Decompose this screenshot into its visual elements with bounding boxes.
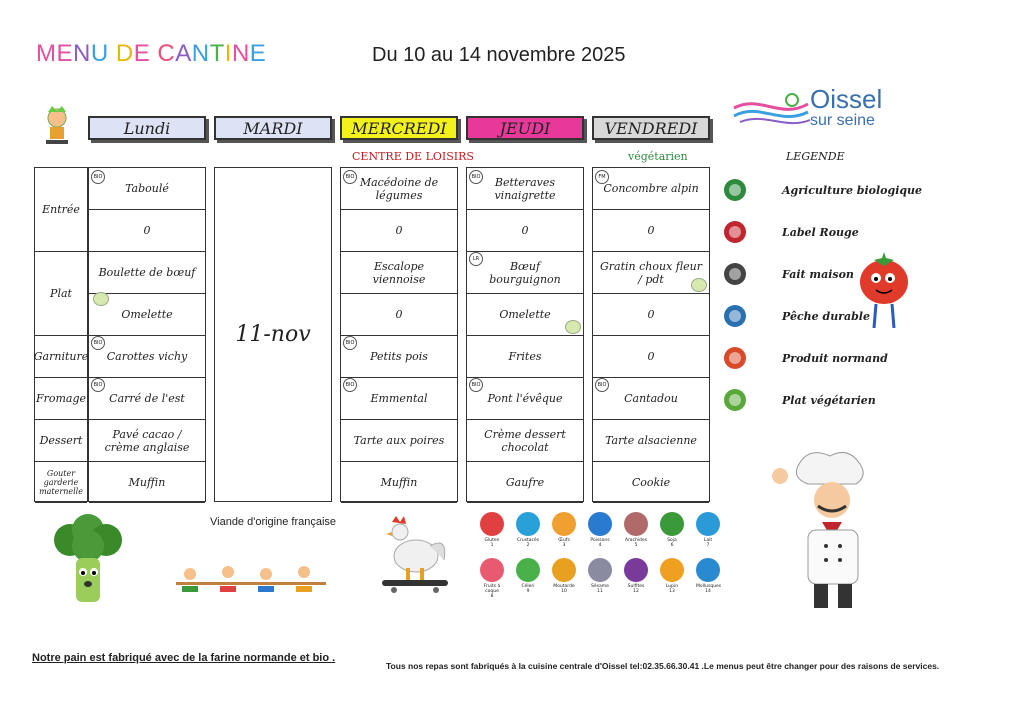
allergen-icon [552,512,576,536]
legend-title: LEGENDE [786,150,845,163]
menu-cell: Gratin choux fleur / pdt [593,252,709,294]
menu-cell: Pont l'évêque [467,378,583,420]
title-letter: E [56,40,74,67]
allergen-icon [696,512,720,536]
menu-cell: Gaufre [467,462,583,503]
legend-item [720,218,859,246]
allergen-icon [660,558,684,582]
week-dates: Du 10 au 14 novembre 2025 [372,44,626,66]
allergen-icon [696,558,720,582]
title-letter: E [249,40,267,67]
allergen-label: Mollusques 14 [696,584,722,594]
fait-maison-icon [93,292,109,306]
allergen-label: Sulfites 12 [627,584,645,594]
menu-cell: Muffin [341,462,457,503]
label-rouge-icon [720,219,750,245]
menu-cell: 0 [341,294,457,336]
title-letter: T [209,40,225,67]
menu-cell: 0 [89,210,205,252]
bio-icon: BIO [469,378,483,392]
allergen-icon [480,558,504,582]
meat-origin-note: Viande d'origine française [210,516,337,528]
allergen-label: Céleri 9 [521,584,535,594]
allergen-label: Soja 6 [667,538,677,548]
title-letter: N [191,40,210,67]
menu-cell: Tarte alsacienne [593,420,709,462]
allergen-icon [516,512,540,536]
menu-cell: Pavé cacao / crème anglaise [89,420,205,462]
oissel-logo [730,86,910,136]
allergen-icon [552,558,576,582]
day-header-mercredi: MERCREDI [340,116,458,140]
allergen-item [624,512,648,548]
legend-item [720,260,854,288]
menu-cell: Concombre alpin [593,168,709,210]
menu-cell: 0 [593,294,709,336]
allergen-label: Lupin 13 [665,584,679,594]
legend-item [720,302,870,330]
allergen-label: Crustacés 2 [516,538,540,548]
allergen-item [516,558,540,594]
peche-durable-icon [720,303,750,329]
allergen-item [588,512,612,548]
subtitle-vegetarien: végétarien [628,150,688,163]
subtitle-centre-loisirs: CENTRE DE LOISIRS [352,150,474,163]
footer-kitchen-note: Tous nos repas sont fabriqués à la cuisine centrale d'Oissel tel:02.35.66.30.41 .Le menus peut être changer pour des raisons de services. [386,661,940,671]
menu-cell: Omelette [89,294,205,336]
allergen-item [552,558,576,594]
menu-column-vendredi [592,167,710,502]
allergen-item [480,558,504,599]
menu-cell: Frites [467,336,583,378]
holiday-label: 11-nov [235,322,311,347]
day-header-lundi: Lundi [88,116,206,140]
allergen-item [696,558,720,594]
row-label-gouter: Gouter garderie maternelle [35,462,87,503]
menu-cell: Macédoine de légumes [341,168,457,210]
allergen-item [552,512,576,548]
bio-icon: BIO [91,170,105,184]
chef-mascot-icon [768,446,898,612]
allergen-icon [624,558,648,582]
allergen-item [660,512,684,548]
row-label-entree: Entrée [35,168,87,252]
label-rouge-icon: LR [469,252,483,266]
title-letter: A [175,40,192,67]
allergen-label: Gluten 1 [484,538,500,548]
rooster-skateboard-icon [374,516,454,594]
menu-cell: Cookie [593,462,709,503]
row-label-plat: Plat [35,252,87,336]
allergen-icon [624,512,648,536]
allergen-item [624,558,648,594]
menu-column-mardi [214,167,332,502]
allergen-label: Sésame 11 [591,584,609,594]
allergen-icon [588,512,612,536]
menu-cell: Carottes vichy [89,336,205,378]
allergen-icon [588,558,612,582]
legend-label: Label Rouge [782,225,859,239]
title-letter: N [73,40,91,67]
bio-icon: BIO [595,378,609,392]
menu-cell: 0 [341,210,457,252]
menu-cell: Betteraves vinaigrette [467,168,583,210]
allergen-icon [660,512,684,536]
legend-label: Plat végétarien [782,393,876,407]
menu-cell: Muffin [89,462,205,503]
logo-text-sur-seine: sur seine [810,112,875,129]
menu-column-mercredi [340,167,458,502]
menu-cell: Bœuf bourguignon [467,252,583,294]
menu-cell: Boulette de bœuf [89,252,205,294]
allergen-label: Arachides 5 [624,538,648,548]
bio-icon: BIO [469,170,483,184]
fait-maison-icon [565,320,581,334]
bio-icon: BIO [343,336,357,350]
plat-vegetarien-icon [720,387,750,413]
row-label-column [34,167,88,502]
title-letter: I [224,40,232,67]
menu-cell: Crème dessert chocolat [467,420,583,462]
legend-label: Produit normand [782,351,888,365]
bio-icon: BIO [343,170,357,184]
day-header-jeudi: JEUDI [466,116,584,140]
title-letter [109,40,116,68]
ab-icon [720,177,750,203]
row-label-fromage: Fromage [35,378,87,420]
allergen-item [588,558,612,594]
title-letter: D [115,40,134,67]
allergen-item [660,558,684,594]
allergen-label: Poissons 4 [590,538,610,548]
allergen-item [516,512,540,548]
allergen-label: Lait 7 [703,538,713,548]
day-header-vendredi: VENDREDI [592,116,710,140]
menu-cell: Cantadou [593,378,709,420]
footer-bread-note: Notre pain est fabriqué avec de la farine normande et bio . [32,652,336,664]
menu-title [36,40,266,68]
allergen-item [696,512,720,548]
menu-column-jeudi [466,167,584,502]
bio-icon: BIO [343,378,357,392]
allergen-icon [480,512,504,536]
legend-label: Agriculture biologique [782,183,923,197]
menu-cell: Tarte aux poires [341,420,457,462]
menu-cell: Emmental [341,378,457,420]
fait-maison-icon [691,278,707,292]
legend-item [720,176,923,204]
legend-item [720,386,876,414]
fait-maison-icon: FM [595,170,609,184]
legend-label: Pêche durable [782,309,870,323]
row-label-dessert: Dessert [35,420,87,462]
broccoli-mascot-icon [48,514,128,610]
menu-cell: Omelette [467,294,583,336]
legend-label: Fait maison [782,267,854,281]
tomato-mascot-icon [856,248,912,336]
menu-cell: 0 [593,210,709,252]
allergen-label: Fruits à coque 8 [483,584,501,599]
produit-normand-icon [720,345,750,371]
menu-cell: 0 [467,210,583,252]
allergen-item [480,512,504,548]
kids-eating-icon [176,564,326,594]
allergen-icon [516,558,540,582]
row-label-garniture: Garniture [35,336,87,378]
title-letter: E [133,40,151,67]
title-letter: N [231,40,250,67]
title-letter [150,40,157,68]
allergen-label: Moutarde 10 [553,584,575,594]
title-letter: M [36,40,57,67]
title-letter: C [157,40,176,67]
menu-cell: Taboulé [89,168,205,210]
day-header-mardi: MARDI [214,116,332,140]
menu-cell: Petits pois [341,336,457,378]
allergen-label: Œufs 3 [558,538,570,548]
logo-text-oissel: Oissel [810,84,883,114]
bio-icon: BIO [91,336,105,350]
menu-cell: Carré de l'est [89,378,205,420]
menu-cell: Escalope viennoise [341,252,457,294]
bio-icon: BIO [91,378,105,392]
title-letter: U [90,40,109,67]
menu-cell: 0 [593,336,709,378]
menu-column-lundi [88,167,206,502]
fait-maison-icon [720,261,750,287]
child-mascot-icon [40,104,74,146]
legend-item [720,344,888,372]
